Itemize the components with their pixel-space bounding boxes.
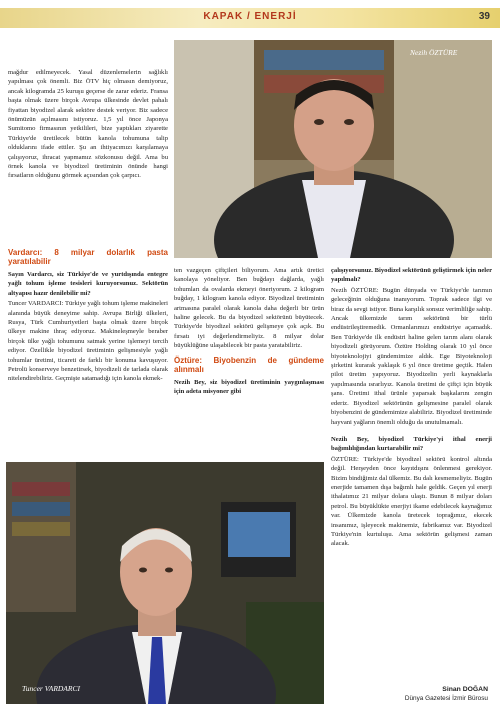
- author-organization: Dünya Gazetesi İzmir Bürosu: [404, 695, 488, 702]
- section-title: KAPAK / ENERJİ: [203, 11, 297, 22]
- column-3: [331, 266, 492, 550]
- portrait-illustration: [174, 40, 492, 258]
- photo-caption-ozture: Nezih ÖZTÜRE: [410, 48, 458, 57]
- question-paragraph: Nezih Bey, siz biyodizel üretiminin yaygınlaşması için adeta misyoner gibi: [174, 378, 324, 396]
- question-paragraph: Nezih Bey, biyodizel Türkiye'yi ithal enerji bağımlılığından kurtarabilir mi?: [331, 435, 492, 453]
- question-paragraph: Sayın Vardarcı, siz Türkiye'de ve yurtdışında entegre yağlı tohum işleme tesisleri kuruyorsunuz. Sektörün altyapısı hazır denilebilir mi?: [8, 271, 168, 297]
- answer-paragraph: Nezih ÖZTÜRE: Bugün dünyada ve Türkiye'de tarımın geleceğinin olduğuna inanıyorum. Toprak sadece ilgi ve biraz da sevgi istiyor. Buna karşılık sonsuz verimliliğe sahip. Ancak ülkemizde tarım sektörünü bir türlü endüstrileştiremedik. Ormanlarımızı endüstriye açamadık. Ben Türkiye'de ilk endüstri haline gelen tarım alanı olarak biyodizeli görüyorum. Öztüre Holding olarak 10 yıl önce biyoteknolojiyi gündemimize aldık. Ege Biyoteknoloji şirketini kurarak yaklaşık 6 yıl önce üretime geçtik. Halen pilot üretim yapıyoruz. Biyodizelin yerli kaynaklarla yapılmasında ısrarlıyız. Kanola üretimi de çiftçi için büyük şans. Üretimi ithal ürünle yaparsak başkalarını zengin ederiz. Biyodizel sektörünün gelişmesine paralel olarak biyobenzini de gündemimize alabiliriz. Biyodizel üretiminde hayvani yağların önemli olduğu da unutulmamalı.: [331, 286, 492, 426]
- body-paragraph: mağdur edilmeyecek. Yasal düzenlemelerin sağlıklı yapılması çok önemli. Biz ÖTV hiç olmasın demiyoruz, ancak kilogramda 25 kuruşu geçerse de zarar ederiz. Fransa başta olmak üzere birçok Avrupa ülkesinde devlet pahalı fiyattan biyodizel alarak sektöre destek veriyor. Biz sadece önümüzün açılmasını istiyoruz. 1,5 yıl önce Japonya Sumitomo firmasının yetkilileri, bize yaptıkları ziyarette Türkiye'de üretilecek bütün kanola tohumuna talip olduklarını ifade ettiler. Şu an ihtiyacımızı karşılamaya çalışıyoruz, ihracat yapmamız sözkonusu değil. Ama bu örnek kanola ve biyodizel üretiminin önünde hangi fırsatların olduğunu görmek açısından çok çarpıcı.: [8, 69, 168, 180]
- body-paragraph: ten vazgeçen çiftçileri biliyorum. Ama artık üretici kanolaya yöneliyor. Ben buğdayı dağlarda, yağlı tohumları da ovalarda ekmeyi öneriyorum. 2 kilogram buğday, 1 kilogram kanola ediyor. Biyodizel üretiminin artmasına paralel olarak kanola daha değerli bir ürün haline gelecek. Bu da biyodizel sektörünü büyütecek. Türkiye'de biyodizel sektörü gelişmeye çok açık. Bu fırsatı iyi değerlendirmeliyiz. 8 milyar dolar büyüklüğüne ulaşabilecek bir pasta yaratabiliriz.: [174, 267, 324, 350]
- photo-tuncer-vardarci: [6, 462, 324, 704]
- column-1-top: [8, 68, 168, 182]
- portrait-illustration: [6, 462, 324, 704]
- author-name: Sinan DOĞAN: [442, 686, 488, 693]
- column-2: [174, 266, 324, 397]
- question-paragraph: çalışıyorsunuz. Biyodizel sektörünü geliştirmek için neler yapılmalı?: [331, 267, 492, 284]
- page-number: 39: [478, 11, 490, 22]
- subheading-ozture: Öztüre: Biyobenzin de gündeme alınmalı: [174, 355, 324, 374]
- photo-caption-vardarci: Tuncer VARDARCI: [22, 684, 80, 693]
- subheading-vardarci: Vardarcı: 8 milyar dolarlık pasta yaratılabilir: [8, 248, 168, 266]
- answer-paragraph: Tuncer VARDARCI: Türkiye yağlı tohum işleme makineleri alanında büyük deneyime sahip. Avrupa Birliği ülkeleri, Rusya, Türk Cumhuriyetleri başta olmak üzere birçok ülkeye makine ihraç ediyoruz. Makineleşmeyle beraber birçok ülke yağlı tohumunu satmak yerine işlemeyi tercih ediyor. Özellikle biyodizel üretiminin gelişmesiyle yağlı tohumlar üretimi, ticareti de farklı bir konuma kavuşuyor. Petrolü konserveye benzetirsek, biyodizeli de tarlada olarak nitelendirebiliriz. Geçmişte satamadığı için kanola ekmek-: [8, 300, 168, 383]
- answer-paragraph: ÖZTÜRE: Türkiye'de biyodizel sektörü kontrol altında değil. Herşeyden önce kayıtdışını önlenmesi gerekiyor. Bizim bindiğimiz dal ülkemiz. Bu dalı kesmemeliyiz. Bugün enerjide tamamen dışa bağımlı hale geldik. Geçen yıl enerji ithalatımız 21 milyar dolara ulaştı. Bunun 8 milyar doları petrol. Bu büyüklükte enerjiyi ikame edebilecek kaynağımız var. Ülkemizde kanola üretecek toprağımız, ekecek insanımız, işleyecek makinemiz, fabrikamız var. Biyodizel Türkiye'nin kurtuluşu. Ama sektörün gelişmesi zaman alacak.: [331, 455, 492, 548]
- photo-nezih-ozture: [174, 40, 492, 258]
- column-1-bottom: [8, 243, 168, 385]
